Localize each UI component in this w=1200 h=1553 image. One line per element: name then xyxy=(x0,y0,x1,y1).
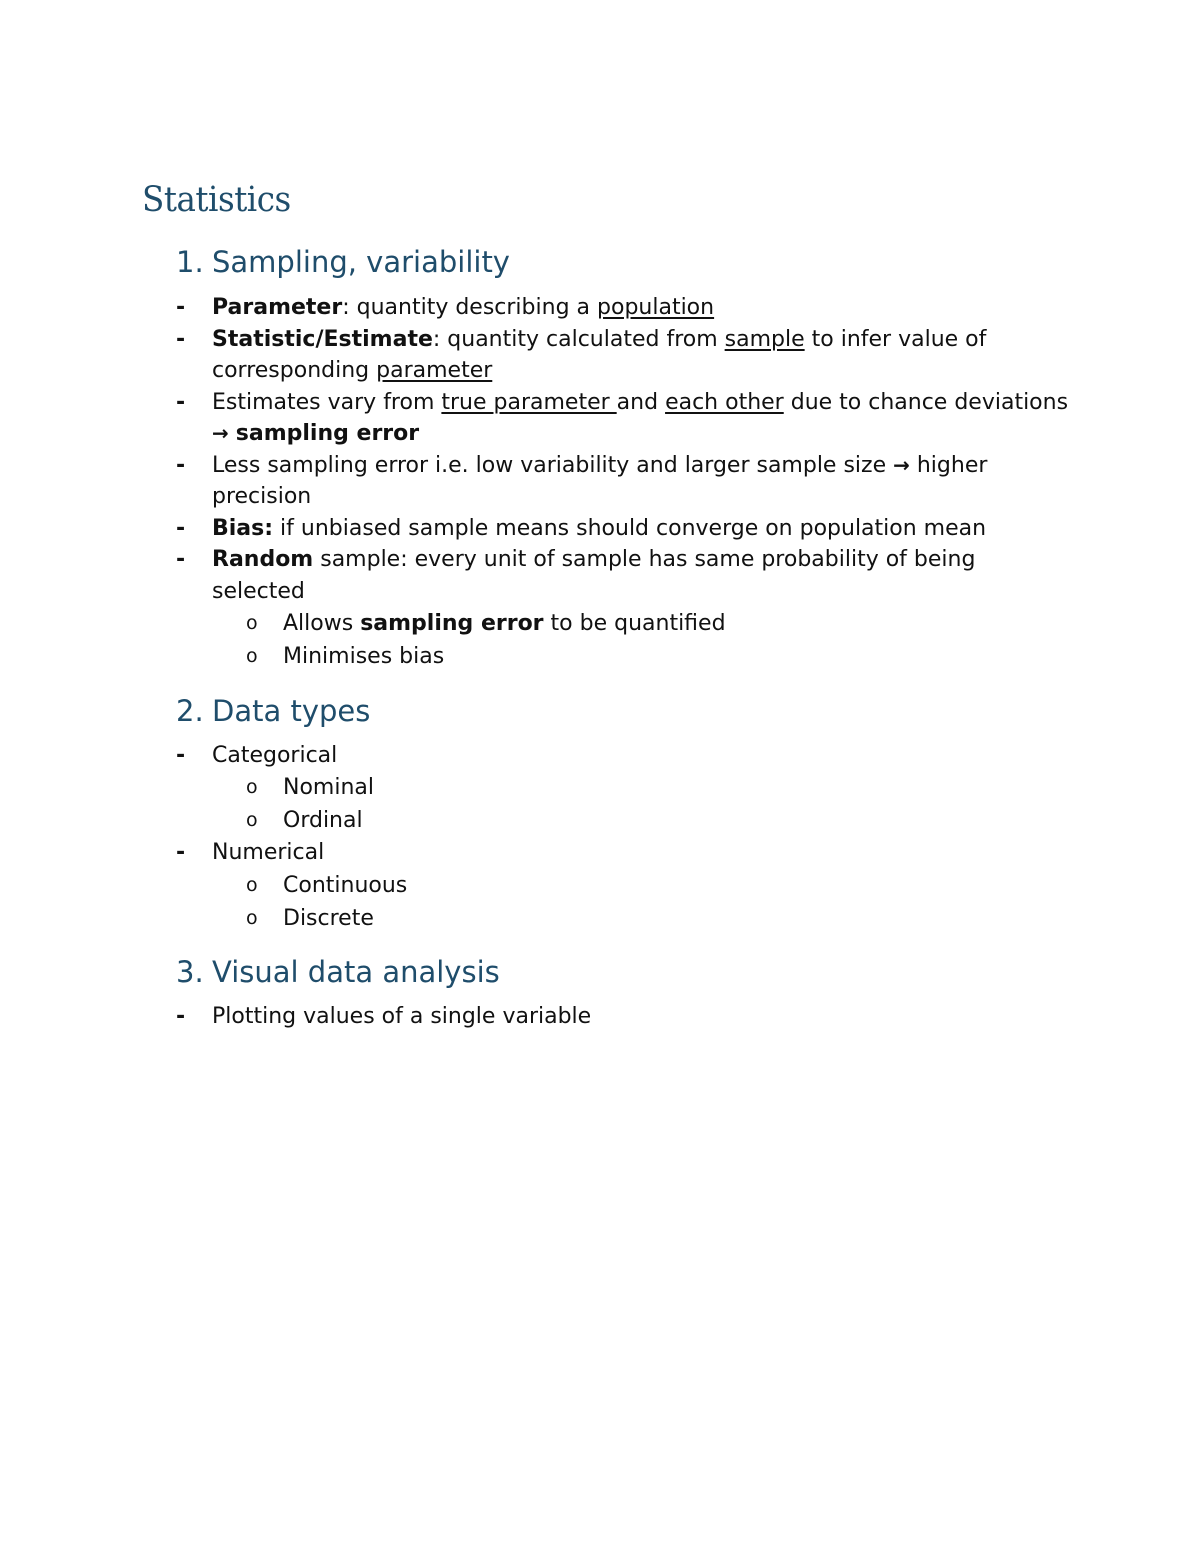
sub-bullet-list xyxy=(0,869,1200,935)
list-item xyxy=(0,292,1200,324)
dash-bullet: - xyxy=(176,743,186,768)
underlined-term: parameter xyxy=(376,358,493,383)
dash-bullet: - xyxy=(176,515,186,541)
sub-bullet-list xyxy=(0,771,1200,837)
heading-number: 2. xyxy=(176,694,204,728)
bullet-list xyxy=(0,740,1200,772)
item-text: : quantity describing a xyxy=(342,295,598,320)
underlined-term: sample xyxy=(724,326,805,352)
list-item xyxy=(0,450,1200,513)
document-title: Statistics xyxy=(142,180,291,220)
list-item xyxy=(0,1001,1200,1033)
list-item xyxy=(0,544,1200,607)
term: Statistic/Estimate xyxy=(212,326,433,352)
underlined-term: true parameter xyxy=(441,389,617,415)
circle-bullet: o xyxy=(246,645,258,667)
term: Random xyxy=(212,547,314,572)
sub-list-item xyxy=(0,771,1200,804)
item-text: : quantity calculated from xyxy=(432,326,725,352)
sub-list-item xyxy=(0,640,1200,673)
sub-list-item xyxy=(0,869,1200,902)
sub-list-item xyxy=(0,902,1200,935)
underlined-term: population xyxy=(597,295,715,320)
item-text: Less sampling error i.e. low variability and larger sample size xyxy=(212,452,894,478)
heading-text: Visual data analysis xyxy=(212,955,500,989)
dash-bullet: - xyxy=(176,295,186,320)
list-item xyxy=(0,513,1200,545)
arrow-right-icon: → xyxy=(212,421,229,445)
arrow-right-icon: → xyxy=(893,452,910,477)
dash-bullet: - xyxy=(176,389,186,415)
section-heading xyxy=(176,242,510,282)
dash-bullet: - xyxy=(176,452,186,478)
underlined-term: each other xyxy=(665,389,784,415)
circle-bullet: o xyxy=(246,612,258,634)
dash-bullet: - xyxy=(176,840,186,865)
dash-bullet: - xyxy=(176,547,186,572)
term: sampling error xyxy=(360,611,544,636)
sub-bullet-list xyxy=(0,607,1200,673)
heading-number: 1. xyxy=(176,245,204,279)
heading-text: Sampling, variability xyxy=(212,245,510,279)
item-text: Nominal xyxy=(283,775,374,800)
circle-bullet: o xyxy=(246,874,258,896)
dash-bullet: - xyxy=(176,326,186,352)
bullet-list xyxy=(0,837,1200,869)
item-text: Discrete xyxy=(283,906,374,931)
item-text: sample: every unit of sample has same probability of being selected xyxy=(212,547,976,604)
item-text: Numerical xyxy=(212,840,325,865)
item-text: higher precision xyxy=(212,452,988,509)
item-text: Estimates vary from xyxy=(212,389,442,415)
sub-list-item xyxy=(0,804,1200,837)
item-text: and xyxy=(616,389,666,415)
circle-bullet: o xyxy=(246,809,258,831)
circle-bullet: o xyxy=(246,776,258,798)
circle-bullet: o xyxy=(246,907,258,929)
bullet-list xyxy=(0,292,1200,607)
bullet-list xyxy=(0,1001,1200,1033)
list-item xyxy=(0,387,1200,450)
item-text: to infer value of corresponding xyxy=(212,326,987,383)
list-item xyxy=(0,324,1200,387)
term: sampling error xyxy=(235,421,420,446)
list-item xyxy=(0,740,1200,772)
sub-list-item xyxy=(0,607,1200,640)
heading-number: 3. xyxy=(176,955,204,989)
term: Parameter xyxy=(212,295,343,320)
item-text: if unbiased sample means should converge on population mean xyxy=(273,515,987,541)
item-text: to be quantified xyxy=(543,611,726,636)
section-heading xyxy=(176,952,500,992)
term: Bias: xyxy=(212,515,274,541)
item-text: Ordinal xyxy=(283,808,363,833)
item-text: Allows xyxy=(283,611,361,636)
item-text: due to chance deviations xyxy=(783,389,1069,415)
section-heading xyxy=(176,691,370,731)
dash-bullet: - xyxy=(176,1004,186,1029)
item-text: Categorical xyxy=(212,743,338,768)
heading-text: Data types xyxy=(212,694,371,728)
item-text: Plotting values of a single variable xyxy=(212,1004,592,1029)
item-text: Minimises bias xyxy=(283,644,445,669)
item-text: Continuous xyxy=(283,873,408,898)
list-item xyxy=(0,837,1200,869)
